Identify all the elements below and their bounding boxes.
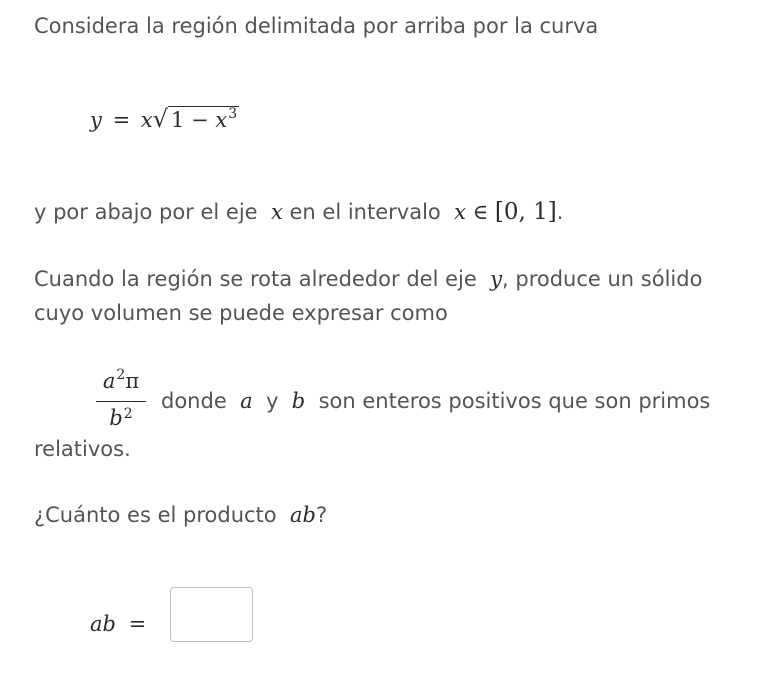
text: y por abajo por el eje (34, 200, 258, 224)
period: . (556, 200, 564, 224)
rotation-line (34, 262, 702, 296)
var-b: b (109, 406, 123, 430)
equals-sign: = (112, 108, 131, 132)
var-x: x (140, 108, 153, 132)
volume-fraction (96, 366, 146, 435)
text: Cuando la región se rota alrededor del eje (34, 267, 477, 291)
text: , produce un sólido (502, 267, 703, 291)
exponent: 2 (116, 367, 126, 383)
element-of: ∈ (472, 200, 489, 224)
rotation-line-2: cuyo volumen se puede expresar como (34, 301, 448, 325)
question-mark: ? (315, 503, 328, 527)
var-a: a (102, 369, 116, 393)
pi: π (125, 369, 140, 393)
donde-line (161, 384, 710, 418)
text: y (266, 389, 279, 413)
fraction-denominator (96, 404, 146, 435)
radical-sign: √ (152, 105, 168, 133)
var-a: a (240, 389, 253, 413)
answer-label (90, 607, 146, 641)
var-x: x (454, 200, 466, 224)
fraction-bar (96, 401, 146, 402)
interval-line (34, 195, 563, 229)
var-y: y (90, 108, 102, 132)
intro-text: Considera la región delimitada por arriba por la curva (34, 14, 599, 38)
equals-sign: = (128, 612, 147, 636)
text: son enteros positivos que son primos (318, 389, 711, 413)
var-ab: ab (290, 503, 316, 527)
answer-input-box[interactable] (170, 587, 253, 642)
exponent: 2 (123, 406, 133, 422)
minus-sign: − (191, 108, 209, 132)
text: donde (161, 389, 227, 413)
var-y: y (490, 267, 503, 291)
donde-line-2: relativos. (34, 437, 131, 461)
var-b: b (291, 389, 306, 413)
question-line (34, 498, 327, 532)
fraction-numerator (96, 366, 146, 399)
radicand (168, 106, 239, 136)
curve-equation (90, 102, 239, 137)
text: ¿Cuánto es el producto (34, 503, 277, 527)
answer-input[interactable] (171, 588, 256, 643)
var-ab: ab (90, 612, 116, 636)
var-x: x (270, 200, 283, 224)
sqrt (153, 102, 239, 137)
interval: [0, 1] (494, 199, 557, 225)
one: 1 (171, 108, 185, 132)
exponent: 3 (228, 106, 238, 122)
text: en el intervalo (289, 200, 441, 224)
var-x-radicand: x (215, 108, 228, 132)
